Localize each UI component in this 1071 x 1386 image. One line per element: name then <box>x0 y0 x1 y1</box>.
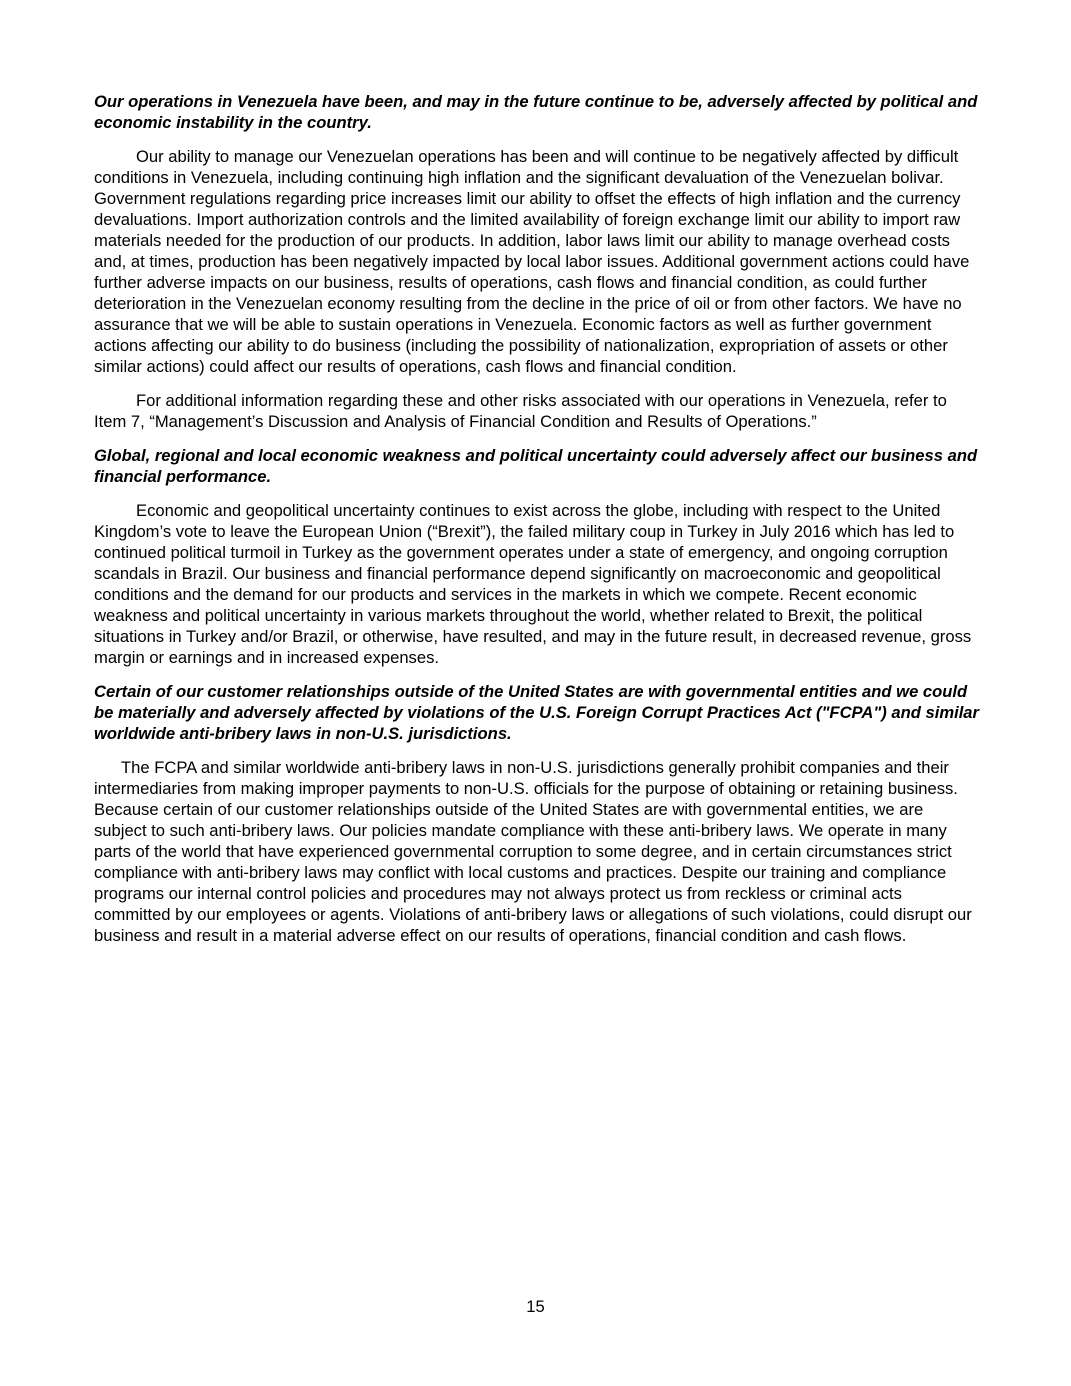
body-paragraph: Our ability to manage our Venezuelan operations has been and will continue to be negatively affected by difficult conditions in Venezuela, including continuing high inflation and the significant devaluation of the Venezuelan bolivar. Government regulations regarding price increases limit our ability to offset the effects of high inflation and the currency devaluations. Import authorization controls and the limited availability of foreign exchange limit our ability to import raw materials needed for the production of our products. In addition, labor laws limit our ability to manage overhead costs and, at times, production has been negatively impacted by local labor issues. Additional government actions could have further adverse impacts on our business, results of operations, cash flows and financial condition, as could further deterioration in the Venezuelan economy resulting from the decline in the price of oil or from other factors. We have no assurance that we will be able to sustain operations in Venezuela. Economic factors as well as further government actions affecting our ability to do business (including the possibility of nationalization, expropriation of assets or other similar actions) could affect our results of operations, cash flows and financial condition. <box>94 147 970 376</box>
section-heading: Global, regional and local economic weakness and political uncertainty could adversely affect our business and financial performance. <box>94 446 978 486</box>
section-venezuela <box>94 91 979 432</box>
section-heading: Our operations in Venezuela have been, and may in the future continue to be, adversely affected by political and economic instability in the country. <box>94 92 978 132</box>
body-paragraph: For additional information regarding these and other risks associated with our operations in Venezuela, refer to Item 7, “Management’s Discussion and Analysis of Financial Condition and Results of Operations.” <box>94 391 947 431</box>
section-heading: Certain of our customer relationships outside of the United States are with governmental entities and we could be materially and adversely affected by violations of the U.S. Foreign Corrupt Practices Act ("FCPA") and similar worldwide anti-bribery laws in non-U.S. jurisdictions. <box>94 682 979 743</box>
body-paragraph: The FCPA and similar worldwide anti-bribery laws in non-U.S. jurisdictions generally prohibit companies and their intermediaries from making improper payments to non-U.S. officials for the purpose of obtaining or retaining business. Because certain of our customer relationships outside of the United States are with governmental entities, we are subject to such anti-bribery laws. Our policies mandate compliance with these anti-bribery laws. We operate in many parts of the world that have experienced governmental corruption to some degree, and in certain circumstances strict compliance with anti-bribery laws may conflict with local customs and practices. Despite our training and compliance programs our internal control policies and procedures may not always protect us from reckless or criminal acts committed by our employees or agents. Violations of anti-bribery laws or allegations of such violations, could disrupt our business and result in a material adverse effect on our results of operations, financial condition and cash flows. <box>94 758 972 945</box>
section-fcpa <box>94 681 979 946</box>
section-global-economic-weakness <box>94 445 979 668</box>
document-body <box>94 91 979 959</box>
page-number: 15 <box>526 1297 545 1316</box>
body-paragraph: Economic and geopolitical uncertainty continues to exist across the globe, including with respect to the United Kingdom’s vote to leave the European Union (“Brexit”), the failed military coup in Turkey in July 2016 which has led to continued political turmoil in Turkey as the government operates under a state of emergency, and ongoing corruption scandals in Brazil. Our business and financial performance depend significantly on macroeconomic and geopolitical conditions and the demand for our products and services in the markets in which we compete. Recent economic weakness and political uncertainty in various markets throughout the world, whether related to Brexit, the political situations in Turkey and/or Brazil, or otherwise, have resulted, and may in the future result, in decreased revenue, gross margin or earnings and in increased expenses. <box>94 501 972 667</box>
